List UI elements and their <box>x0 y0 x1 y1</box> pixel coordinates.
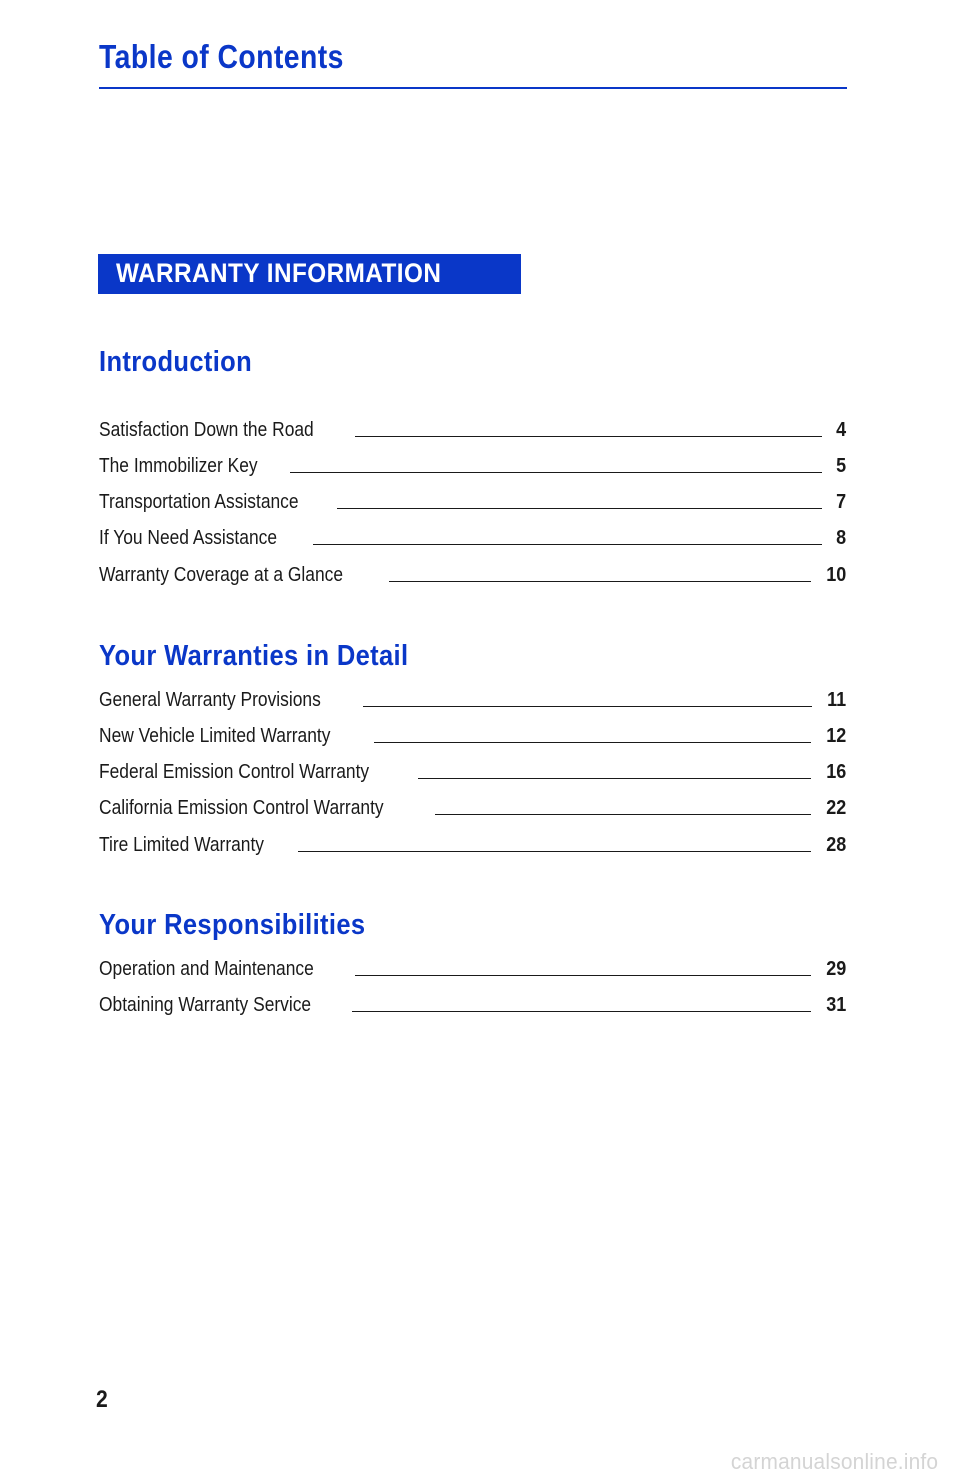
toc-entry-label: If You Need Assistance <box>99 527 277 549</box>
toc-page-number: 4 <box>835 419 846 441</box>
toc-page-number: 11 <box>826 689 846 711</box>
toc-leader-line <box>363 705 812 707</box>
toc-entry[interactable] <box>99 720 846 748</box>
toc-page-number: 28 <box>825 834 846 856</box>
toc-page-number: 7 <box>835 491 846 513</box>
toc-entry-label: Operation and Maintenance <box>99 958 314 980</box>
toc-entry-label: Federal Emission Control Warranty <box>99 761 370 783</box>
toc-leader-line <box>355 974 811 976</box>
toc-entry-label: Warranty Coverage at a Glance <box>99 564 344 586</box>
toc-entry-label: The Immobilizer Key <box>99 455 258 477</box>
banner-label: WARRANTY INFORMATION <box>116 258 442 288</box>
toc-entry-label: Obtaining Warranty Service <box>99 994 312 1016</box>
toc-entry-label: Satisfaction Down the Road <box>99 419 314 441</box>
toc-entry[interactable] <box>99 450 846 478</box>
toc-entry-label: General Warranty Provisions <box>99 689 321 711</box>
toc-leader-line <box>290 471 822 473</box>
toc-leader-line <box>435 813 811 815</box>
section-heading-introduction: Introduction <box>99 346 253 378</box>
toc-entry[interactable] <box>99 989 846 1017</box>
section-heading-warranties: Your Warranties in Detail <box>99 640 409 672</box>
toc-leader-line <box>337 507 822 509</box>
toc-entry-label: New Vehicle Limited Warranty <box>99 725 331 747</box>
toc-leader-line <box>352 1010 811 1012</box>
toc-page-number: 16 <box>825 761 846 783</box>
section-banner <box>98 254 521 294</box>
toc-entry-label: Transportation Assistance <box>99 491 299 513</box>
toc-leader-line <box>374 741 811 743</box>
section-heading-responsibilities: Your Responsibilities <box>99 909 366 941</box>
toc-page-number: 29 <box>825 958 846 980</box>
toc-leader-line <box>355 435 822 437</box>
toc-entry[interactable] <box>99 953 846 981</box>
toc-leader-line <box>313 543 822 545</box>
toc-entry-label: California Emission Control Warranty <box>99 797 384 819</box>
toc-page-number: 8 <box>835 527 846 549</box>
toc-entry[interactable] <box>99 756 846 784</box>
toc-entry[interactable] <box>99 559 846 587</box>
toc-entry[interactable] <box>99 684 846 712</box>
toc-page-number: 12 <box>825 725 846 747</box>
toc-leader-line <box>298 850 811 852</box>
toc-leader-line <box>418 777 810 779</box>
title-rule <box>99 87 847 89</box>
toc-leader-line <box>389 580 811 582</box>
watermark: carmanualsonline.info <box>730 1449 938 1474</box>
toc-entry[interactable] <box>99 486 846 514</box>
toc-entry-label: Tire Limited Warranty <box>99 834 265 856</box>
toc-entry[interactable] <box>99 414 846 442</box>
toc-page-number: 10 <box>825 564 846 586</box>
page-number: 2 <box>96 1386 108 1413</box>
toc-page-number: 22 <box>825 797 846 819</box>
toc-entry[interactable] <box>99 522 846 550</box>
toc-entry[interactable] <box>99 792 846 820</box>
toc-page-number: 31 <box>825 994 846 1016</box>
page-title: Table of Contents <box>99 38 344 75</box>
toc-page-number: 5 <box>835 455 846 477</box>
toc-entry[interactable] <box>99 829 846 857</box>
